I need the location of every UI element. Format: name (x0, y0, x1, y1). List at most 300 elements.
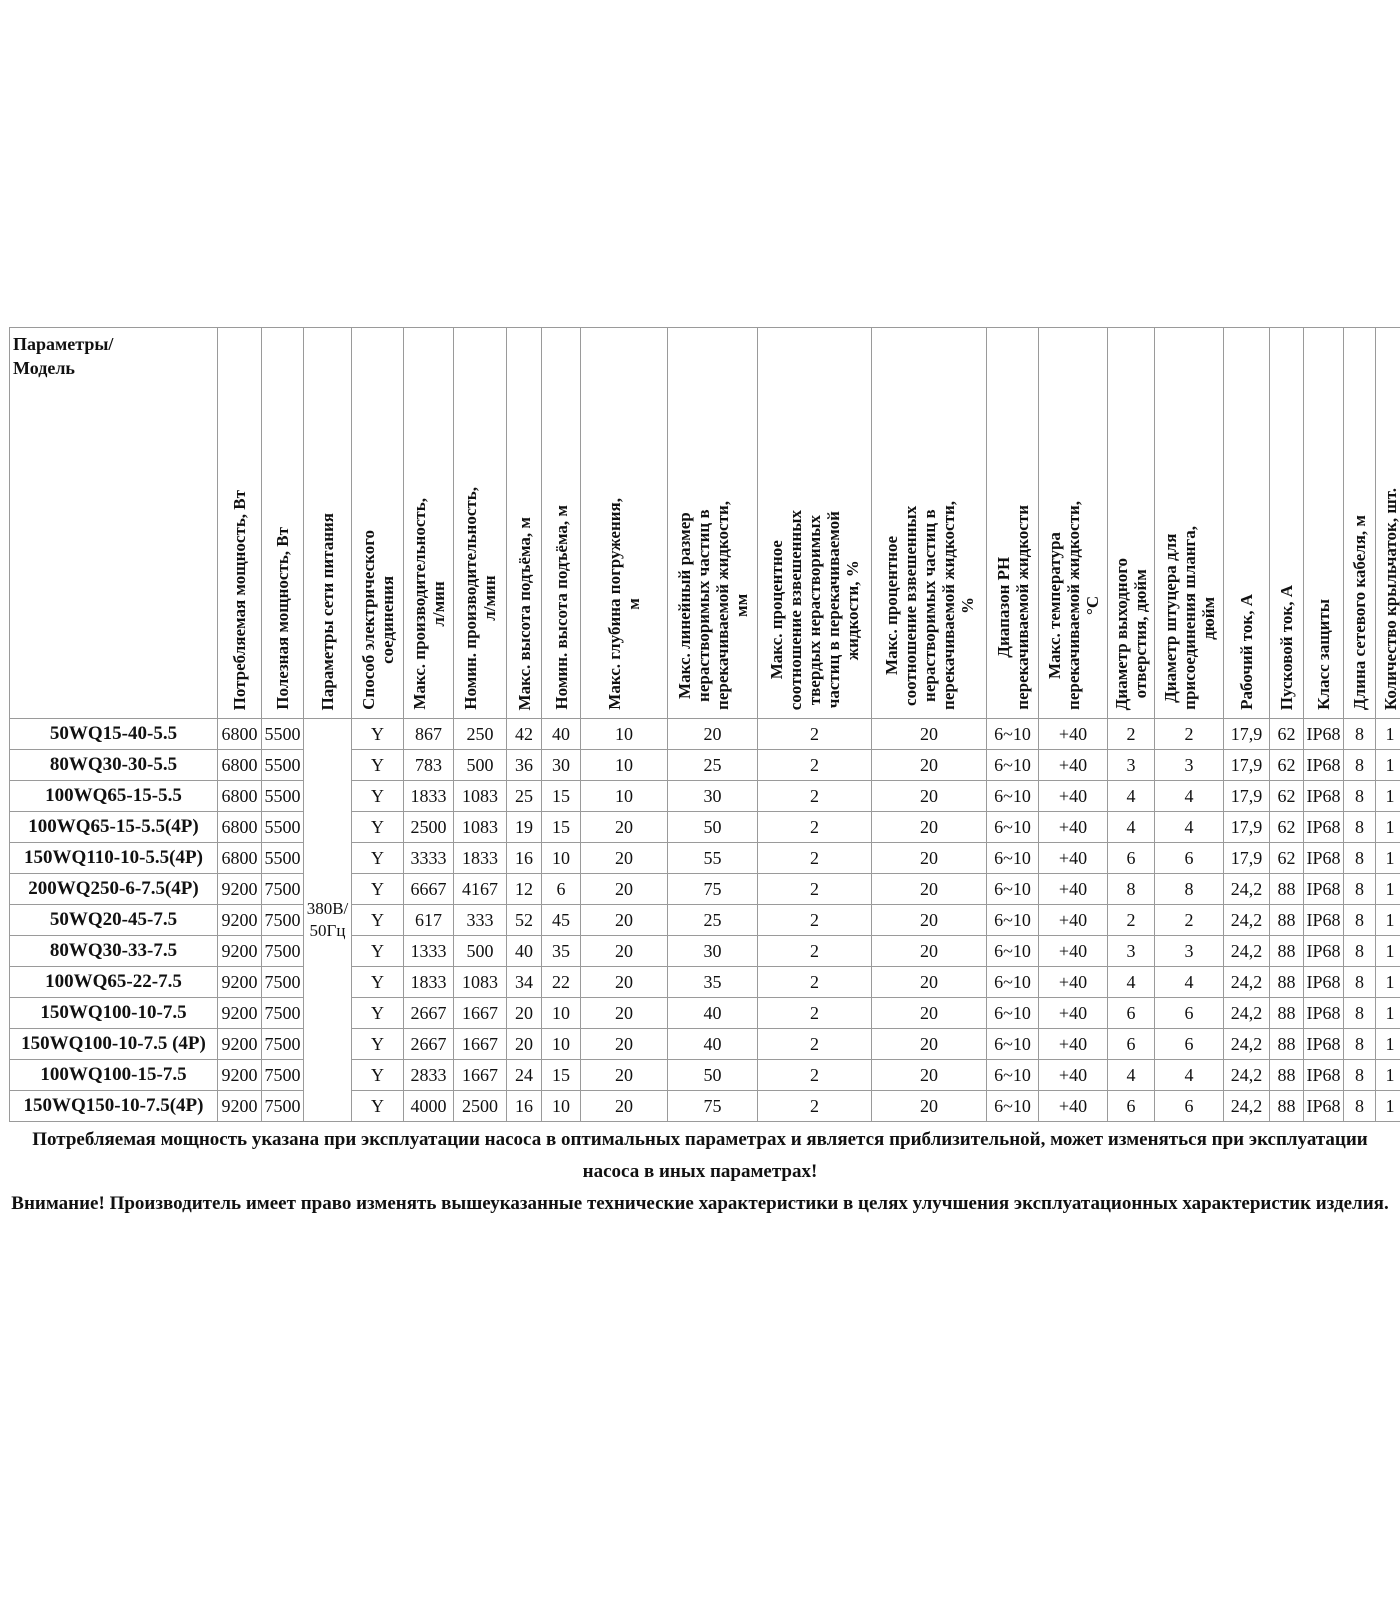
table-cell: 2 (758, 1060, 872, 1091)
table-cell: +40 (1039, 998, 1108, 1029)
table-cell: 6~10 (987, 874, 1039, 905)
table-cell: 40 (542, 719, 581, 750)
table-cell: 20 (581, 905, 668, 936)
table-cell: 17,9 (1224, 781, 1270, 812)
table-cell: 6~10 (987, 812, 1039, 843)
table-cell: 20 (581, 936, 668, 967)
table-cell: 8 (1344, 1091, 1376, 1122)
table-cell: 250 (454, 719, 507, 750)
table-cell: 34 (507, 967, 542, 998)
table-cell: 88 (1270, 1091, 1304, 1122)
table-cell: +40 (1039, 967, 1108, 998)
model-cell: 200WQ250-6-7.5(4P) (10, 874, 218, 905)
model-cell: 100WQ65-22-7.5 (10, 967, 218, 998)
model-cell: 100WQ65-15-5.5 (10, 781, 218, 812)
table-cell: 1 (1376, 719, 1400, 750)
table-cell: 4167 (454, 874, 507, 905)
table-cell: 20 (581, 967, 668, 998)
table-cell: 4 (1155, 812, 1224, 843)
table-cell: IP68 (1304, 936, 1344, 967)
table-cell: 5500 (262, 843, 304, 874)
table-cell: 17,9 (1224, 843, 1270, 874)
table-cell: +40 (1039, 1029, 1108, 1060)
table-cell: 2 (758, 1029, 872, 1060)
table-cell: 7500 (262, 905, 304, 936)
table-cell: 1 (1376, 781, 1400, 812)
table-cell: 35 (668, 967, 758, 998)
column-header-label: Макс. глубина погружения, м (605, 498, 643, 710)
table-cell: 24,2 (1224, 936, 1270, 967)
table-cell: 88 (1270, 1060, 1304, 1091)
table-cell: 10 (542, 1091, 581, 1122)
table-row (10, 843, 1400, 874)
table-cell: 6~10 (987, 1029, 1039, 1060)
table-cell: 2 (758, 1091, 872, 1122)
table-cell: 20 (581, 998, 668, 1029)
table-cell: 1 (1376, 967, 1400, 998)
corner-header (10, 328, 218, 719)
table-cell: 10 (542, 998, 581, 1029)
table-cell: 20 (581, 843, 668, 874)
table-cell: 6~10 (987, 750, 1039, 781)
column-header (1304, 328, 1344, 719)
model-cell: 100WQ100-15-7.5 (10, 1060, 218, 1091)
table-cell: 6800 (218, 719, 262, 750)
table-cell: 9200 (218, 874, 262, 905)
table-cell: 20 (581, 874, 668, 905)
table-cell: +40 (1039, 719, 1108, 750)
table-cell: 1 (1376, 905, 1400, 936)
table-row (10, 781, 1400, 812)
table-cell: 2 (1155, 905, 1224, 936)
header-row (10, 328, 1400, 719)
table-cell: 6667 (404, 874, 454, 905)
table-cell: 7500 (262, 967, 304, 998)
table-cell: 25 (507, 781, 542, 812)
table-cell: 4 (1155, 967, 1224, 998)
table-cell: +40 (1039, 874, 1108, 905)
table-cell: Y (352, 750, 404, 781)
table-cell: 19 (507, 812, 542, 843)
table-cell: 24,2 (1224, 967, 1270, 998)
table-cell: 3 (1155, 750, 1224, 781)
table-cell: 40 (507, 936, 542, 967)
table-cell: 88 (1270, 967, 1304, 998)
table-cell: 75 (668, 1091, 758, 1122)
table-cell: 1083 (454, 781, 507, 812)
table-cell: 4000 (404, 1091, 454, 1122)
table-cell: 2667 (404, 998, 454, 1029)
table-cell: 2 (758, 905, 872, 936)
table-cell: 1 (1376, 812, 1400, 843)
table-cell: 10 (542, 843, 581, 874)
table-cell: 62 (1270, 843, 1304, 874)
table-cell: 8 (1344, 1029, 1376, 1060)
table-cell: 4 (1155, 1060, 1224, 1091)
table-cell: 8 (1344, 998, 1376, 1029)
table-cell: 500 (454, 936, 507, 967)
model-cell: 50WQ15-40-5.5 (10, 719, 218, 750)
table-cell: 2 (758, 936, 872, 967)
table-cell: 1667 (454, 1029, 507, 1060)
table-cell: 8 (1344, 812, 1376, 843)
table-row (10, 1091, 1400, 1122)
table-cell: 55 (668, 843, 758, 874)
table-row (10, 936, 1400, 967)
table-cell: 22 (542, 967, 581, 998)
column-header (758, 328, 872, 719)
column-header (1344, 328, 1376, 719)
table-cell: 3 (1155, 936, 1224, 967)
model-cell: 150WQ100-10-7.5 (4P) (10, 1029, 218, 1060)
table-cell: 7500 (262, 998, 304, 1029)
table-cell: 8 (1344, 936, 1376, 967)
table-cell: 6800 (218, 812, 262, 843)
table-cell: 4 (1155, 781, 1224, 812)
table-cell: 20 (872, 998, 987, 1029)
table-cell: 10 (542, 1029, 581, 1060)
table-cell: 2 (758, 998, 872, 1029)
table-cell: 62 (1270, 750, 1304, 781)
table-cell: 6~10 (987, 936, 1039, 967)
model-cell: 150WQ110-10-5.5(4P) (10, 843, 218, 874)
table-cell: 20 (872, 750, 987, 781)
table-cell: 25 (668, 750, 758, 781)
table-cell: IP68 (1304, 781, 1344, 812)
table-cell: 24,2 (1224, 874, 1270, 905)
table-cell: 1 (1376, 1060, 1400, 1091)
table-cell: 88 (1270, 874, 1304, 905)
table-cell: 20 (581, 1091, 668, 1122)
column-header (872, 328, 987, 719)
table-cell: 4 (1108, 967, 1155, 998)
table-cell: +40 (1039, 843, 1108, 874)
table-cell: 20 (872, 874, 987, 905)
table-cell: IP68 (1304, 719, 1344, 750)
table-cell: 2 (758, 719, 872, 750)
table-cell: 9200 (218, 998, 262, 1029)
table-cell: Y (352, 936, 404, 967)
table-cell: 24,2 (1224, 1091, 1270, 1122)
model-cell: 80WQ30-33-7.5 (10, 936, 218, 967)
table-cell: 15 (542, 781, 581, 812)
column-header (1376, 328, 1400, 719)
table-cell: 1 (1376, 874, 1400, 905)
table-cell: 35 (542, 936, 581, 967)
column-header-label: Диаметр выходного отверстия, дюйм (1112, 557, 1150, 710)
table-cell: 24,2 (1224, 1060, 1270, 1091)
table-cell: 88 (1270, 936, 1304, 967)
table-cell: 6~10 (987, 967, 1039, 998)
table-cell: 20 (581, 1029, 668, 1060)
table-cell: +40 (1039, 781, 1108, 812)
table-cell: +40 (1039, 750, 1108, 781)
table-cell: 2833 (404, 1060, 454, 1091)
column-header (454, 328, 507, 719)
table-cell: 8 (1344, 781, 1376, 812)
table-cell: 20 (507, 998, 542, 1029)
table-cell: Y (352, 719, 404, 750)
column-header (1039, 328, 1108, 719)
table-cell: Y (352, 967, 404, 998)
table-cell: 30 (668, 936, 758, 967)
table-cell: 500 (454, 750, 507, 781)
power-note: Потребляемая мощность указана при эксплуатации насоса в оптимальных параметрах и является приблизительной, может изменяться при эксплуатации насоса в иных параметрах! (32, 1129, 1368, 1182)
column-header (1155, 328, 1224, 719)
supply-value: 380В/ 50Гц (306, 899, 349, 940)
table-cell: Y (352, 1060, 404, 1091)
column-header (668, 328, 758, 719)
table-cell: 3 (1108, 936, 1155, 967)
table-cell: 10 (581, 781, 668, 812)
column-header-label: Макс. температура перекачиваемой жидкости, °С (1044, 501, 1102, 710)
table-cell: IP68 (1304, 812, 1344, 843)
table-cell: 62 (1270, 781, 1304, 812)
table-cell: 1667 (454, 1060, 507, 1091)
column-header (542, 328, 581, 719)
table-cell: 8 (1108, 874, 1155, 905)
column-header (1224, 328, 1270, 719)
table-cell: Y (352, 812, 404, 843)
table-cell: 20 (668, 719, 758, 750)
table-cell: 24,2 (1224, 998, 1270, 1029)
table-cell: 8 (1344, 905, 1376, 936)
table-cell: 45 (542, 905, 581, 936)
warning-note: Внимание! Производитель имеет право изменять вышеуказанные технические характеристики в целях улучшения эксплуатационных характеристик изделия. (11, 1193, 1389, 1214)
table-cell: 24 (507, 1060, 542, 1091)
table-cell: 52 (507, 905, 542, 936)
column-header-label: Макс. линейный размер нерастворимых частиц в перекачиваемой жидкости, мм (674, 501, 751, 710)
table-cell: 4 (1108, 781, 1155, 812)
table-cell: 6 (542, 874, 581, 905)
model-cell: 100WQ65-15-5.5(4P) (10, 812, 218, 843)
table-cell: 17,9 (1224, 750, 1270, 781)
table-cell: 1667 (454, 998, 507, 1029)
table-cell: 62 (1270, 812, 1304, 843)
table-cell: 16 (507, 1091, 542, 1122)
table-cell: 9200 (218, 1060, 262, 1091)
table-row (10, 1029, 1400, 1060)
table-cell: 5500 (262, 750, 304, 781)
table-cell: 88 (1270, 998, 1304, 1029)
table-cell: 6~10 (987, 719, 1039, 750)
table-cell: 1833 (404, 967, 454, 998)
table-cell: 6800 (218, 781, 262, 812)
table-cell: 88 (1270, 905, 1304, 936)
table-cell: 24,2 (1224, 1029, 1270, 1060)
table-cell: 6 (1155, 843, 1224, 874)
table-cell: 50 (668, 1060, 758, 1091)
table-cell: 8 (1344, 843, 1376, 874)
table-cell: 20 (872, 781, 987, 812)
column-header-label: Номин. производительность, л/мин (461, 487, 499, 710)
table-cell: 5500 (262, 781, 304, 812)
table-cell: IP68 (1304, 843, 1344, 874)
column-header-label: Способ электрического соединения (358, 530, 397, 710)
table-cell: 6 (1108, 1091, 1155, 1122)
table-row (10, 905, 1400, 936)
table-cell: 15 (542, 1060, 581, 1091)
table-cell: 1 (1376, 998, 1400, 1029)
table-cell: 9200 (218, 967, 262, 998)
table-cell: 1083 (454, 812, 507, 843)
table-cell: 8 (1344, 967, 1376, 998)
table-cell: 1 (1376, 1029, 1400, 1060)
column-header (507, 328, 542, 719)
column-header (1108, 328, 1155, 719)
table-cell: IP68 (1304, 1091, 1344, 1122)
table-cell: Y (352, 1029, 404, 1060)
table-cell: 6~10 (987, 1060, 1039, 1091)
column-header-label: Рабочий ток, А (1237, 594, 1256, 710)
table-cell: 9200 (218, 1091, 262, 1122)
table-cell: 6 (1108, 843, 1155, 874)
column-header (218, 328, 262, 719)
column-header (262, 328, 304, 719)
table-cell: 17,9 (1224, 719, 1270, 750)
table-cell: 6~10 (987, 843, 1039, 874)
table-cell: 2 (758, 750, 872, 781)
table-cell: Y (352, 781, 404, 812)
table-cell: IP68 (1304, 967, 1344, 998)
table-cell: +40 (1039, 1060, 1108, 1091)
table-cell: 2 (758, 874, 872, 905)
table-cell: 6800 (218, 843, 262, 874)
table-body (10, 719, 1400, 1122)
column-header (1270, 328, 1304, 719)
table-cell: 3333 (404, 843, 454, 874)
table-cell: IP68 (1304, 750, 1344, 781)
corner-label: Параметры/ Модель (13, 334, 114, 378)
table-cell: 20 (872, 719, 987, 750)
table-cell: 42 (507, 719, 542, 750)
table-cell: 8 (1344, 719, 1376, 750)
table-row (10, 1060, 1400, 1091)
table-cell: 10 (581, 719, 668, 750)
table-cell: 20 (872, 1060, 987, 1091)
table-row (10, 874, 1400, 905)
table-cell: 2667 (404, 1029, 454, 1060)
table-cell: 1833 (454, 843, 507, 874)
table-cell: +40 (1039, 905, 1108, 936)
table-cell: 20 (872, 1091, 987, 1122)
table-cell: 20 (581, 1060, 668, 1091)
table-cell: 10 (581, 750, 668, 781)
table-cell: 6~10 (987, 905, 1039, 936)
table-cell: 17,9 (1224, 812, 1270, 843)
table-cell: 2 (758, 812, 872, 843)
table-cell: 30 (668, 781, 758, 812)
table-cell: 20 (872, 967, 987, 998)
table-cell: 8 (1155, 874, 1224, 905)
table-cell: 7500 (262, 1060, 304, 1091)
table-row (10, 719, 1400, 750)
supply-cell (304, 719, 352, 1122)
table-cell: 2500 (404, 812, 454, 843)
table-cell: 20 (872, 812, 987, 843)
table-cell: 88 (1270, 1029, 1304, 1060)
table-cell: 1 (1376, 936, 1400, 967)
table-cell: 9200 (218, 936, 262, 967)
table-cell: 4 (1108, 812, 1155, 843)
table-cell: 20 (872, 936, 987, 967)
table-cell: 1 (1376, 750, 1400, 781)
column-header-label: Макс. процентное соотношение взвешенных твердых нерастворимых частиц в перекачиваемой жидкости, % (767, 509, 862, 710)
column-header (581, 328, 668, 719)
table-cell: 867 (404, 719, 454, 750)
table-cell: 2500 (454, 1091, 507, 1122)
table-cell: 25 (668, 905, 758, 936)
column-header-label: Номин. высота подъёма, м (551, 505, 571, 710)
table-cell: IP68 (1304, 1029, 1344, 1060)
table-cell: IP68 (1304, 905, 1344, 936)
table-cell: 8 (1344, 750, 1376, 781)
table-cell: 30 (542, 750, 581, 781)
table-cell: Y (352, 843, 404, 874)
column-header-label: Класс защиты (1314, 599, 1333, 710)
table-cell: 6800 (218, 750, 262, 781)
column-header-label: Пусковой ток, А (1277, 584, 1296, 710)
column-header-label: Диаметр штуцера для присоединения шланга, дюйм (1160, 526, 1218, 710)
table-cell: 2 (1108, 719, 1155, 750)
table-cell: IP68 (1304, 874, 1344, 905)
table-cell: 5500 (262, 812, 304, 843)
table-cell: Y (352, 998, 404, 1029)
table-cell: +40 (1039, 1091, 1108, 1122)
table-cell: 20 (581, 812, 668, 843)
table-cell: 2 (758, 843, 872, 874)
table-row (10, 998, 1400, 1029)
table-cell: 1 (1376, 1091, 1400, 1122)
table-cell: 6 (1108, 1029, 1155, 1060)
table-cell: 333 (454, 905, 507, 936)
table-cell: 8 (1344, 874, 1376, 905)
column-header (352, 328, 404, 719)
table-cell: 2 (758, 967, 872, 998)
table-row (10, 967, 1400, 998)
table-cell: 20 (507, 1029, 542, 1060)
table-cell: 2 (1155, 719, 1224, 750)
table-cell: 24,2 (1224, 905, 1270, 936)
table-cell: Y (352, 905, 404, 936)
notes (10, 1124, 1390, 1220)
column-header-label: Количество крыльчаток, шт. (1380, 487, 1400, 710)
table-cell: Y (352, 1091, 404, 1122)
table-cell: 8 (1344, 1060, 1376, 1091)
column-header-label: Диапазон PH перекачиваемой жидкости (993, 505, 1032, 710)
table-cell: 1833 (404, 781, 454, 812)
table-cell: 6~10 (987, 781, 1039, 812)
spec-table (9, 327, 1400, 1122)
table-row (10, 750, 1400, 781)
table-cell: 5500 (262, 719, 304, 750)
column-header-label: Макс. процентное соотношение взвешенных нерастворимых частиц в перекачиваемой жидкости, % (881, 501, 977, 710)
table-cell: 1 (1376, 843, 1400, 874)
table-cell: 1333 (404, 936, 454, 967)
table-cell: 7500 (262, 1029, 304, 1060)
table-cell: 12 (507, 874, 542, 905)
table-cell: IP68 (1304, 1060, 1344, 1091)
table-cell: 3 (1108, 750, 1155, 781)
table-cell: 9200 (218, 905, 262, 936)
table-cell: 40 (668, 998, 758, 1029)
table-cell: 2 (1108, 905, 1155, 936)
table-cell: 6~10 (987, 998, 1039, 1029)
table-cell: 4 (1108, 1060, 1155, 1091)
table-cell: +40 (1039, 812, 1108, 843)
table-cell: 16 (507, 843, 542, 874)
table-cell: Y (352, 874, 404, 905)
